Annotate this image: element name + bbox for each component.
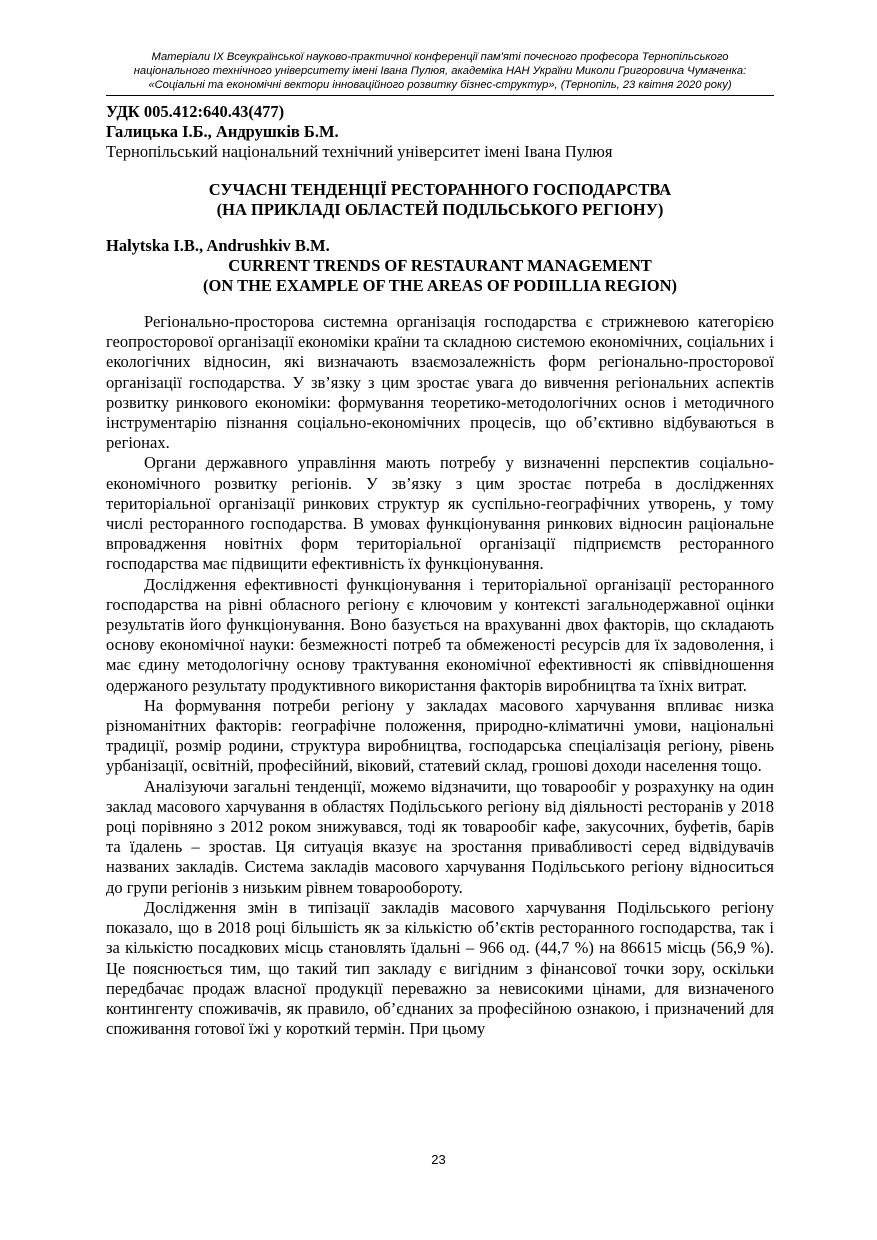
affiliation: Тернопільський національний технічний університет імені Івана Пулюя: [106, 142, 613, 161]
running-header: [106, 50, 774, 96]
title-english-line-2: (ON THE EXAMPLE OF THE AREAS OF PODIILLIA REGION): [203, 276, 677, 295]
udk-code: УДК 005.412:640.43(477): [106, 102, 285, 121]
paragraph: Дослідження змін в типізації закладів масового харчування Подільського регіону показало, що в 2018 році більшість як за кількістю об’єктів ресторанного господарства, так і за кількістю посадкових місць становлять їдальні – 966 од. (44,7 %) на 86615 місць (56,9 %). Це пояснюється тим, що такий тип закладу є вигідним з фінансової точки зору, оскільки передбачає продаж власної продукції переважно за невисокими цінами, для визначеного контингенту споживачів, як правило, об’єднаних за професійною ознакою, і призначений для споживання готової їжі у короткий термін. При цьому: [106, 897, 774, 1039]
paragraph: На формування потреби регіону у закладах масового харчування впливає низка різноманітних факторів: географічне положення, природно-кліматичні умови, національні традиції, розмір родини, структура виробництва, господарська спеціалізація регіону, рівень урбанізації, освітній, професійний, віковий, статевий склад, грошові доходи населення тощо.: [106, 695, 774, 776]
authors-english: Halytska I.B., Andrushkiv B.M.: [106, 236, 330, 255]
title-ukrainian: [106, 180, 774, 220]
article-body: [106, 312, 774, 1039]
authors-ukrainian: Галицька І.Б., Андрушків Б.М.: [106, 122, 339, 141]
paragraph: Регіонально-просторова системна організація господарства є стрижневою категорією геопросторової організації економіки країни та складною системою економічних, соціальних і екологічних відносин, які визначають взаємозалежність форм регіонально-просторової організації господарства. У зв’язку з цим зростає увага до вивчення регіональних аспектів розвитку ринкового економіки: формування теоретико-методологічних основ і методичного інструментарію пізнання соціально-економічних процесів, що об’єктивно відбуваються в регіонах.: [106, 312, 774, 453]
title-ukrainian-line-2: (НА ПРИКЛАДІ ОБЛАСТЕЙ ПОДІЛЬСЬКОГО РЕГІОНУ): [216, 200, 664, 219]
title-english: [106, 256, 774, 296]
running-header-line-3: «Соціальні та економічні вектори інноваційного розвитку бізнес-структур», (Тернопіль, 23 квітня 2020 року): [148, 79, 732, 91]
document-page: [106, 50, 774, 1039]
paragraph: Органи державного управління мають потребу у визначенні перспектив соціально-економічного розвитку регіонів. У зв’язку з цим зростає потреба в дослідженнях територіальної організації ринкових структур як суспільно-географічних утворень, у тому числі ресторанного господарства. В умовах функціонування ринкових відносин раціональне впровадження новітніх форм територіальної організації підприємств ресторанного господарства має підвищити ефективність їх функціонування.: [106, 453, 774, 574]
running-header-line-2: національного технічного університету імені Івана Пулюя, академіка НАН України Миколи Григоровича Чумаченка:: [133, 65, 747, 77]
title-ukrainian-line-1: СУЧАСНІ ТЕНДЕНЦІЇ РЕСТОРАННОГО ГОСПОДАРСТВА: [208, 180, 672, 199]
title-english-line-1: CURRENT TRENDS OF RESTAURANT MANAGEMENT: [228, 256, 652, 275]
paragraph: Дослідження ефективності функціонування і територіальної організації ресторанного господарства на рівні обласного регіону є ключовим у контексті загальнодержавної оцінки результатів його функціонування. Воно базується на врахуванні двох факторів, що складають основу економічної науки: безмежності потреб та обмеженості ресурсів для їх задоволення, і має єдину методологічну основу трактування економічної ефективності як співвідношення одержаного результату продуктивного використання факторів виробництва та їхніх витрат.: [106, 574, 774, 695]
running-header-line-1: Матеріали IX Всеукраїнської науково-практичної конференції пам'яті почесного професора Тернопільського: [151, 51, 729, 63]
paragraph: Аналізуючи загальні тенденції, можемо відзначити, що товарообіг у розрахунку на один заклад масового харчування в областях Подільського регіону від діяльності ресторанів у 2018 році порівняно з 2012 роком знижувався, тоді як товарообіг кафе, закусочних, буфетів, барів та їдалень – зростав. Ця ситуація вказує на зростання привабливості серед відвідувачів названих закладів. Система закладів масового харчування Подільського регіону відноситься до групи регіонів з низьким рівнем товарообороту.: [106, 776, 774, 897]
page-number: 23: [431, 1152, 446, 1167]
